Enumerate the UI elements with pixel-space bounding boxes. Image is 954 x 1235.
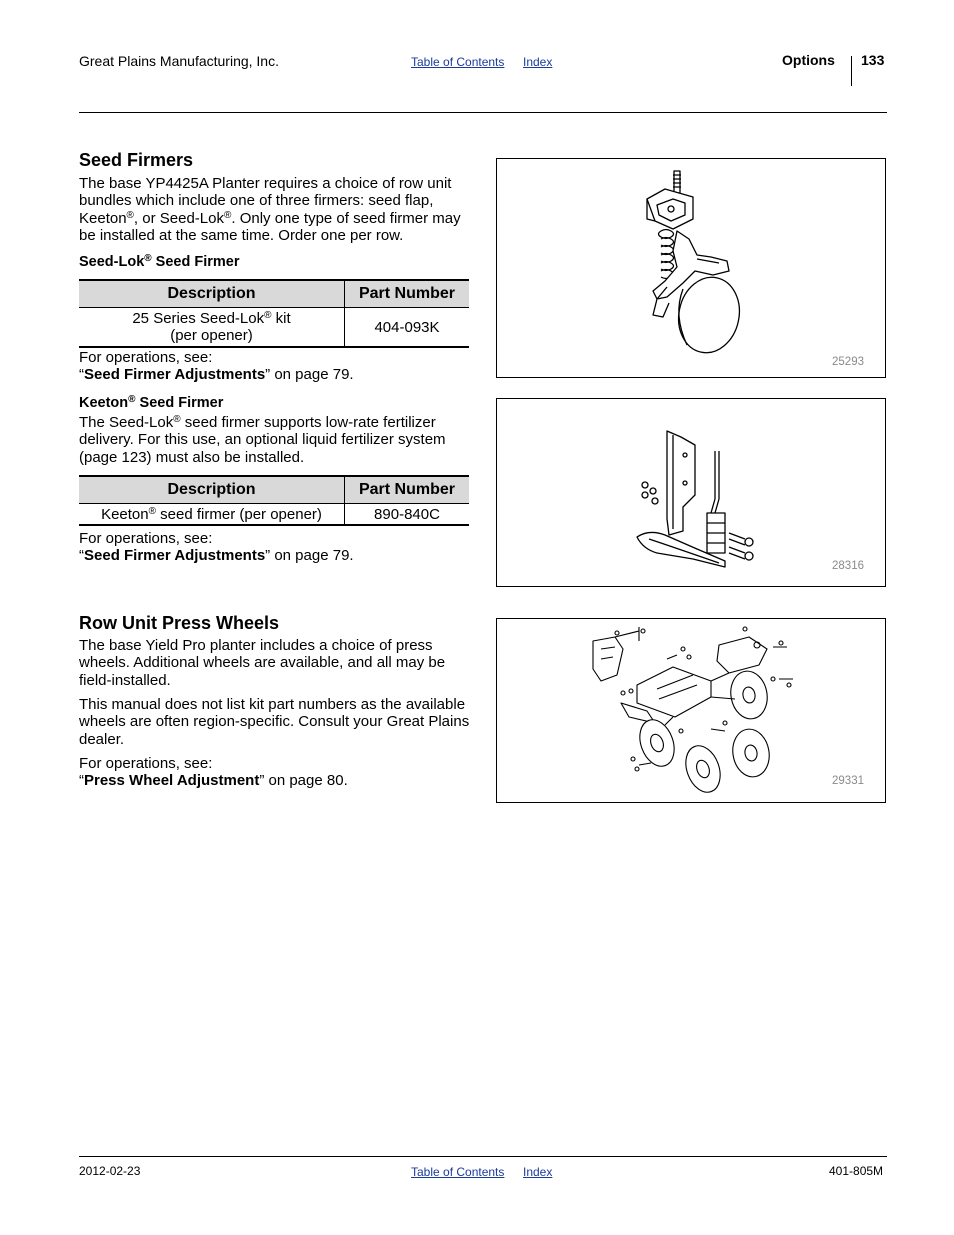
page-number: 133 <box>861 52 885 68</box>
keeton-operations-ref: For operations, see: “Seed Firmer Adjustments” on page 79. <box>79 530 354 565</box>
keeton-firmer-illustration <box>497 399 885 586</box>
press-wheel-adjustment-link[interactable]: Press Wheel Adjustment <box>84 772 260 790</box>
header-toc-link[interactable]: Table of Contents <box>411 55 505 69</box>
header-company: Great Plains Manufacturing, Inc. <box>79 53 279 69</box>
header-index-link[interactable]: Index <box>523 55 553 69</box>
press-wheels-heading: Row Unit Press Wheels <box>79 613 280 633</box>
header-divider <box>851 56 852 86</box>
seed-firmer-adjustments-link[interactable]: Seed Firmer Adjustments <box>84 547 266 565</box>
figure-number: 29331 <box>832 775 864 787</box>
seedlok-operations-ref: For operations, see: “Seed Firmer Adjustments” on page 79. <box>79 349 354 384</box>
col-description: Description <box>79 280 345 308</box>
press-wheels-illustration <box>497 619 885 802</box>
footer-index-link[interactable]: Index <box>523 1165 553 1179</box>
footer-rule <box>79 1156 887 1157</box>
table-row <box>79 308 469 348</box>
keeton-parts-table <box>79 475 469 526</box>
seedlok-firmer-figure <box>496 158 886 378</box>
press-wheels-operations-ref: For operations, see: “Press Wheel Adjustment” on page 80. <box>79 755 348 790</box>
row-description: Keeton® seed firmer (per opener) <box>79 504 345 526</box>
figure-number: 28316 <box>832 560 864 572</box>
footer-toc-link[interactable]: Table of Contents <box>411 1165 505 1179</box>
keeton-body: The Seed-Lok® seed firmer supports low-rate fertilizer delivery. For this use, an optional liquid fertilizer system (page 123) must also be installed. <box>79 414 446 466</box>
row-part-number: 890-840C <box>345 504 470 526</box>
press-wheels-para-2: This manual does not list kit part numbers as the available wheels are often region-specific. Consult your Great Plains dealer. <box>79 696 470 748</box>
keeton-subheading: Keeton® Seed Firmer <box>79 394 224 411</box>
press-wheels-figure <box>496 618 886 803</box>
col-part-number: Part Number <box>345 280 470 308</box>
press-wheels-para-1: The base Yield Pro planter includes a choice of press wheels. Additional wheels are available, and all may be field-installed. <box>79 637 446 689</box>
header-section: Options <box>782 52 835 68</box>
footer-date: 2012-02-23 <box>79 1164 141 1178</box>
seedlok-firmer-illustration <box>497 159 885 377</box>
seed-firmers-heading: Seed Firmers <box>79 150 194 170</box>
footer-doc-number: 401-805M <box>829 1164 884 1178</box>
row-description: 25 Series Seed-Lok® kit (per opener) <box>79 308 345 348</box>
seed-firmer-adjustments-link[interactable]: Seed Firmer Adjustments <box>84 366 266 384</box>
figure-number: 25293 <box>832 356 864 368</box>
seed-firmers-intro: The base YP4425A Planter requires a choice of row unit bundles which include one of three firmers: seed flap, Keeton®, or Seed-Lok®. Only one type of seed firmer may be installed at the same time. Order one per row. <box>79 175 461 245</box>
table-row <box>79 504 469 526</box>
col-description: Description <box>79 476 345 504</box>
seedlok-parts-table <box>79 279 469 348</box>
col-part-number: Part Number <box>345 476 470 504</box>
seedlok-subheading: Seed-Lok® Seed Firmer <box>79 253 240 270</box>
row-part-number: 404-093K <box>345 308 470 348</box>
keeton-firmer-figure <box>496 398 886 587</box>
header-rule <box>79 112 887 113</box>
